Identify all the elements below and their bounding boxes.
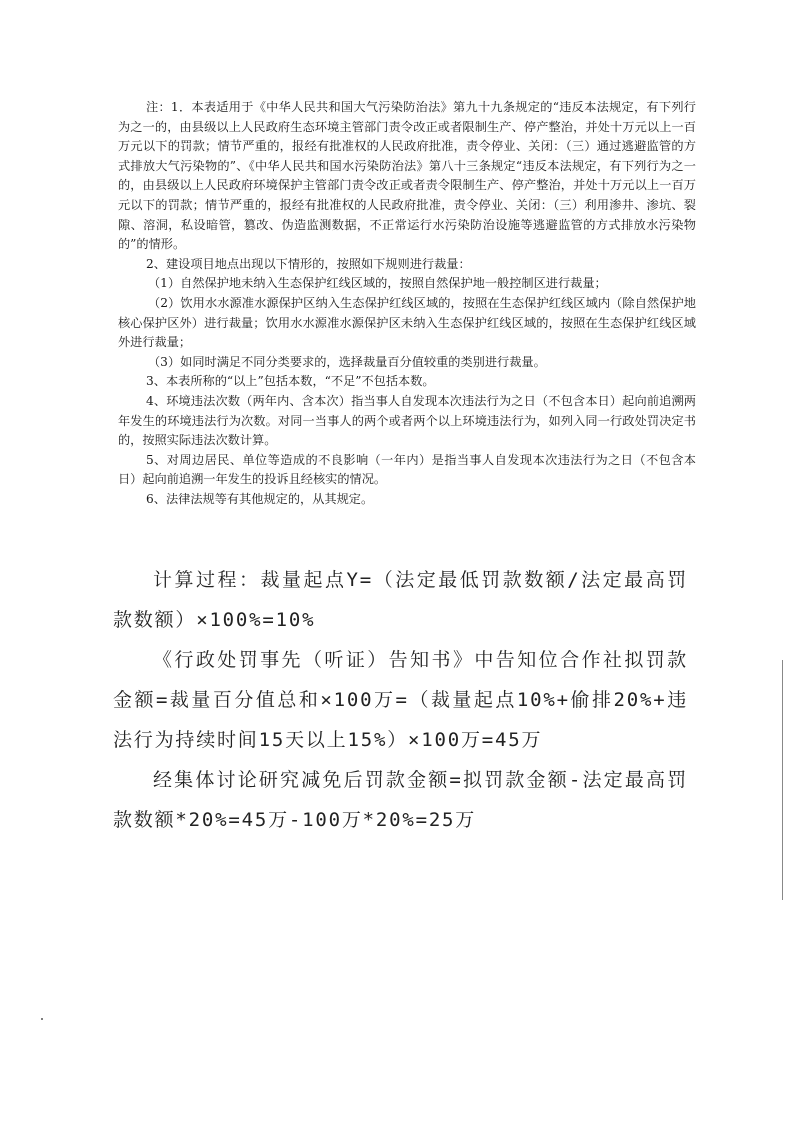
calculation-line-3: 经集体讨论研究减免后罚款金额=拟罚款金额-法定最高罚款数额*20%=45万-100万*20%=25万	[113, 769, 688, 831]
note-subitem-2: （2）饮用水水源准水源保护区纳入生态保护红线区域的，按照在生态保护红线区域内（除自然保护地核心保护区外）进行裁量；饮用水水源准水源保护区未纳入生态保护红线区域的，按照在生态保护红线区域外进行裁量；	[118, 295, 696, 350]
note-paragraph-2: 2、建设项目地点出现以下情形的，按照如下规则进行裁量：	[146, 256, 471, 271]
calculation-line-1: 计算过程：裁量起点Y=（法定最低罚款数额/法定最高罚款数额）×100%=10%	[113, 569, 688, 631]
note-paragraph-5: 5、对周边居民、单位等造成的不良影响（一年内）是指当事人自发现本次违法行为之日（不包含本日）起向前追溯一年发生的投诉且经核实的情况。	[118, 452, 696, 487]
note-subitem-1: （1）自然保护地未纳入生态保护红线区域的，按照自然保护地一般控制区进行裁量；	[148, 276, 607, 291]
note-subitem-3: （3）如同时满足不同分类要求的，选择裁量百分值较重的类别进行裁量。	[148, 354, 546, 369]
scan-speck	[41, 1018, 43, 1020]
note-paragraph-6: 6、法律法规等有其他规定的，从其规定。	[146, 491, 374, 506]
scan-edge-mark	[782, 660, 783, 900]
note-paragraph-3: 3、本表所称的“以上”包括本数，“不足”不包括本数。	[146, 374, 435, 389]
note-paragraph-1: 注：1．本表适用于《中华人民共和国大气污染防治法》第九十九条规定的“违反本法规定，有下列行为之一的，由县级以上人民政府生态环境主管部门责令改正或者限制生产、停产整治，并处十万元以上一百万元以下的罚款；情节严重的，报经有批准权的人民政府批准，责令停业、关闭：（三）通过逃避监管的方式排放大气污染物的”、《中华人民共和国水污染防治法》第八十三条规定“违反本法规定，有下列行为之一的，由县级以上人民政府环境保护主管部门责令改正或者责令限制生产、停产整治，并处十万元以上一百万元以下的罚款；情节严重的，报经有批准权的人民政府批准，责令停业、关闭：（三）利用渗井、渗坑、裂隙、溶洞，私设暗管，篡改、伪造监测数据，不正常运行水污染防治设施等逃避监管的方式排放水污染物的”的情形。	[118, 100, 696, 252]
notes-section	[118, 98, 696, 509]
calculation-line-2: 《行政处罚事先（听证）告知书》中告知位合作社拟罚款金额=裁量百分值总和×100万=（裁量起点10%+偷排20%+违法行为持续时间15天以上15%）×100万=45万	[113, 649, 688, 751]
note-paragraph-4: 4、环境违法次数（两年内、含本次）指当事人自发现本次违法行为之日（不包含本日）起向前追溯两年发生的环境违法行为次数。对同一当事人的两个或者两个以上环境违法行为，如列入同一行政处罚决定书的，按照实际违法次数计算。	[118, 393, 696, 448]
calculation-section	[113, 560, 688, 840]
